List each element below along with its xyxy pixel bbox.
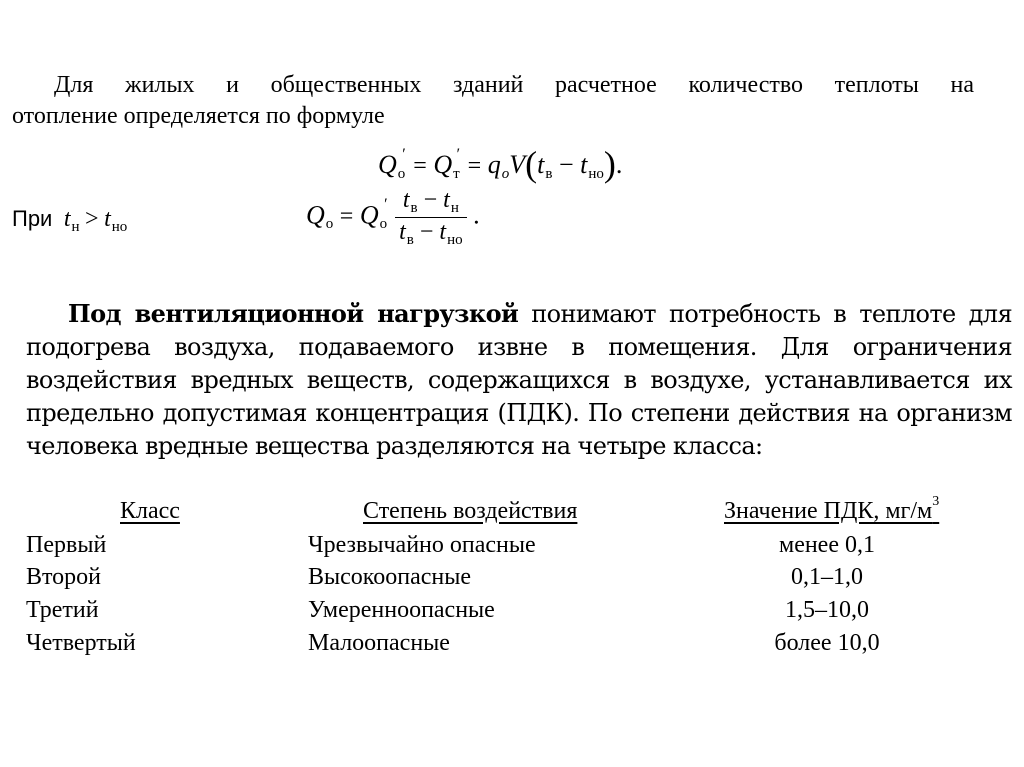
row-4-degree: Малоопасные [308, 630, 450, 656]
ventilation-line-1: Под вентиляционной нагрузкой понимают потребность в теплоте для [68, 299, 1012, 328]
header-class: Класс [120, 498, 180, 524]
row-1-class: Первый [26, 532, 107, 558]
row-1-value: менее 0,1 [779, 532, 875, 558]
row-2-class: Второй [26, 564, 102, 590]
row-3-degree: Умеренноопасные [308, 597, 495, 623]
header-value: Значение ПДК, $мг/м^3$ [724, 494, 940, 524]
formula-heating: Qо′ = Qт′ = qoV(tв − tно). [378, 144, 623, 184]
fraction [395, 186, 467, 249]
row-4-class: Четвертый [26, 630, 136, 656]
ventilation-line-2: подогрева воздуха, подаваемого извне в помещения. Для ограничения [26, 333, 1012, 361]
ventilation-line-4: предельно допустимая концентрация (ПДК). По степени действия на организм [26, 399, 1012, 427]
formula-heating-ratio: Qо = Qо′ $\frac{t_в - t_н}{t_в - t_{но}}$ . [306, 187, 480, 248]
intro-line-1: Для жилых и общественных зданий расчетное количество теплоты на [54, 72, 974, 98]
header-degree: Степень воздействия [363, 498, 578, 524]
fraction-numerator: $t_в - t_н$ [395, 186, 467, 218]
row-2-degree: Высокоопасные [308, 564, 471, 590]
row-2-value: 0,1–1,0 [791, 564, 863, 590]
condition-label: При $t_н > t_{но}$ [12, 206, 128, 235]
row-1-degree: Чрезвычайно опасные [308, 532, 536, 558]
ventilation-line-3: воздействия вредных веществ, содержащихся в воздухе, устанавливается их [26, 366, 1012, 394]
term-bold: Под вентиляционной нагрузкой [68, 299, 519, 328]
row-3-class: Третий [26, 597, 99, 623]
row-4-value: более 10,0 [774, 630, 880, 656]
ventilation-line-5: человека вредные вещества разделяются на четыре класса: [26, 432, 763, 460]
fraction-denominator: $t_в - t_{но}$ [399, 219, 463, 248]
intro-line-2: отопление определяется по формуле [12, 103, 385, 129]
row-3-value: 1,5–10,0 [785, 597, 869, 623]
